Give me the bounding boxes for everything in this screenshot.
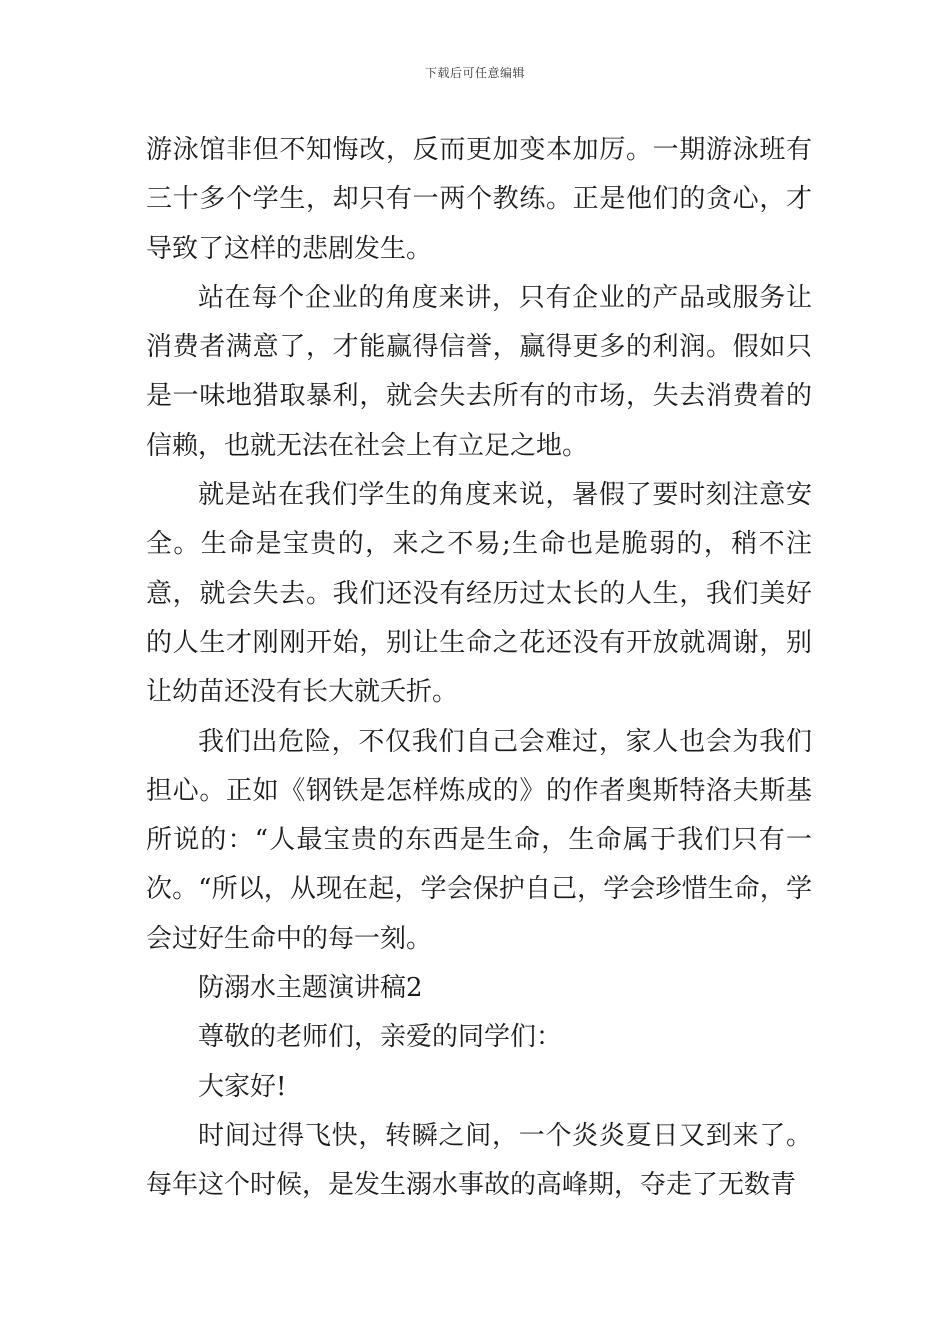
document-body — [146, 126, 812, 1211]
paragraph-5: 时间过得飞快，转瞬之间，一个炎炎夏日又到来了。每年这个时候，是发生溺水事故的高峰期，夺走了无数青 — [146, 1120, 812, 1201]
paragraph-3: 就是站在我们学生的角度来说，暑假了要时刻注意安全。生命是宝贵的，来之不易;生命也是脆弱的，稍不注意，就会失去。我们还没有经历过太长的人生，我们美好的人生才刚刚开始，别让生命之花还没有开放就凋谢，别让幼苗还没有长大就夭折。 — [146, 480, 812, 708]
header-note: 下载后可任意编辑 — [424, 66, 525, 80]
paragraph-4: 我们出危险，不仅我们自己会难过，家人也会为我们担心。正如《钢铁是怎样炼成的》的作者奥斯特洛夫斯基所说的：“人最宝贵的东西是生命，生命属于我们只有一次。“所以，从现在起，学会保护自己，学会珍惜生命，学会过好生命中的每一刻。 — [146, 726, 812, 954]
greeting: 大家好! — [198, 1071, 287, 1102]
paragraph-1: 游泳馆非但不知悔改，反而更加变本加厉。一期游泳班有三十多个学生，却只有一两个教练。正是他们的贪心，才导致了这样的悲剧发生。 — [146, 135, 812, 264]
section-title: 防溺水主题演讲稿2 — [198, 973, 423, 1004]
salutation: 尊敬的老师们，亲爱的同学们： — [198, 1022, 563, 1053]
paragraph-2: 站在每个企业的角度来讲，只有企业的产品或服务让消费者满意了，才能赢得信誉，赢得更多的利润。假如只是一味地猎取暴利，就会失去所有的市场，失去消费着的信赖，也就无法在社会上有立足之地。 — [146, 282, 812, 461]
